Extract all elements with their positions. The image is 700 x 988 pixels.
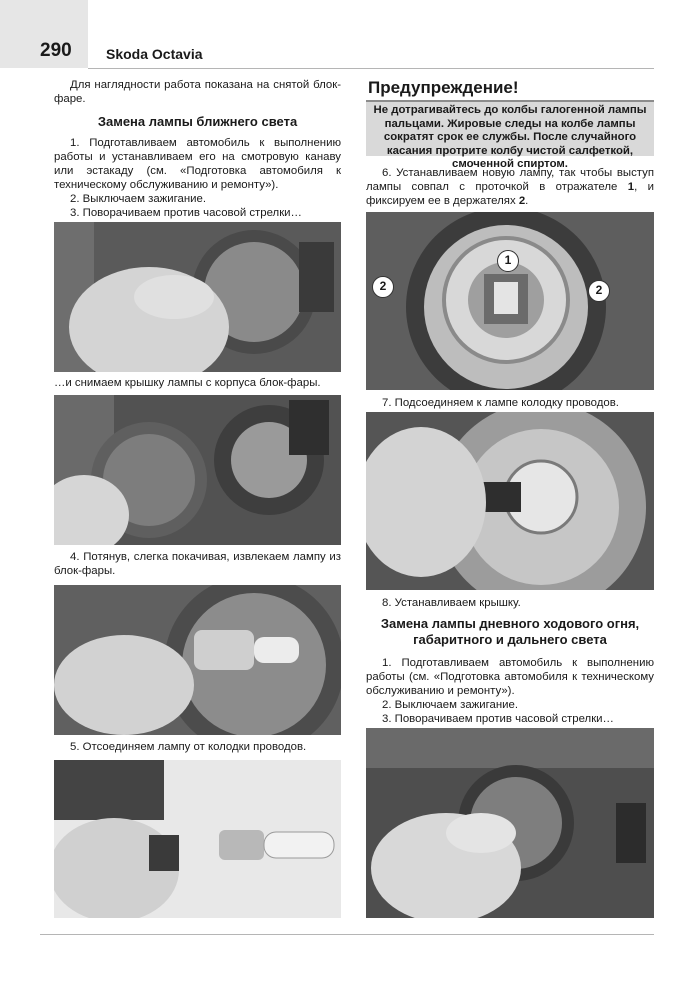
photo-extract-lamp	[54, 585, 341, 735]
header-rule	[88, 68, 654, 69]
step-8: 8. Устанавливаем крышку.	[382, 597, 521, 609]
section-title-drl: Замена лампы дневного ходового огня, габаритного и дальнего света	[380, 616, 640, 647]
step-4: 4. Потянув, слегка покачивая, извлекаем лампу из блок-фары.	[54, 551, 341, 577]
photo-turn-drl-cover	[366, 728, 654, 918]
step-6: 6. Устанавливаем новую лампу, так чтобы выступ лампы совпал с проточкой в отражателе 1, и фиксируем ее в держателях 2.	[366, 167, 654, 207]
step-2: 2. Выключаем зажигание.	[70, 193, 207, 205]
step-1: 1. Подготавливаем автомобиль к выполнению работы и устанавливаем его на смотровую канаву или эстакаду (см. «Подготовка автомобиля к техническому обслуживанию и ремонту»).	[54, 137, 341, 191]
photo-disconnect-lamp	[54, 760, 341, 918]
warning-title: Предупреждение!	[368, 78, 519, 97]
intro-paragraph: Для наглядности работа показана на снятой блок-фаре.	[54, 79, 341, 105]
step-3: 3. Поворачиваем против часовой стрелки…	[70, 207, 302, 219]
footer-rule	[40, 934, 654, 935]
step-5: 5. Отсоединяем лампу от колодки проводов.	[70, 741, 307, 753]
drl-steps	[366, 656, 654, 726]
section-title-low-beam: Замена лампы ближнего света	[97, 114, 298, 129]
photo-cover-removed	[54, 395, 341, 545]
photo-install-lamp	[366, 212, 654, 390]
photo-turn-cover	[54, 222, 341, 372]
callout-2-left: 2	[372, 276, 394, 298]
callout-2-right: 2	[588, 280, 610, 302]
ref-number-1: 1	[627, 181, 635, 193]
ref-number-2: 2	[518, 195, 526, 207]
low-beam-steps	[54, 136, 341, 220]
callout-1: 1	[497, 250, 519, 272]
caption-remove-cover: …и снимаем крышку лампы с корпуса блок-фары.	[54, 377, 321, 389]
photo-connect-wires	[366, 412, 654, 590]
page-number: 290	[40, 40, 72, 61]
step-7: 7. Подсоединяем к лампе колодку проводов.	[382, 397, 619, 409]
drl-step-1: 1. Подготавливаем автомобиль к выполнению работы (см. «Подготовка автомобиля к техническому обслуживанию и ремонту»).	[366, 657, 654, 697]
running-title: Skoda Octavia	[106, 46, 203, 62]
warning-box: Не дотрагивайтесь до колбы галогенной лампы пальцами. Жировые следы на колбе лампы сократят срок ее службы. После случайного касания протрите колбу чистой салфеткой, смоченной спиртом.	[366, 100, 654, 156]
drl-step-2: 2. Выключаем зажигание.	[382, 699, 519, 711]
drl-step-3: 3. Поворачиваем против часовой стрелки…	[382, 713, 614, 725]
